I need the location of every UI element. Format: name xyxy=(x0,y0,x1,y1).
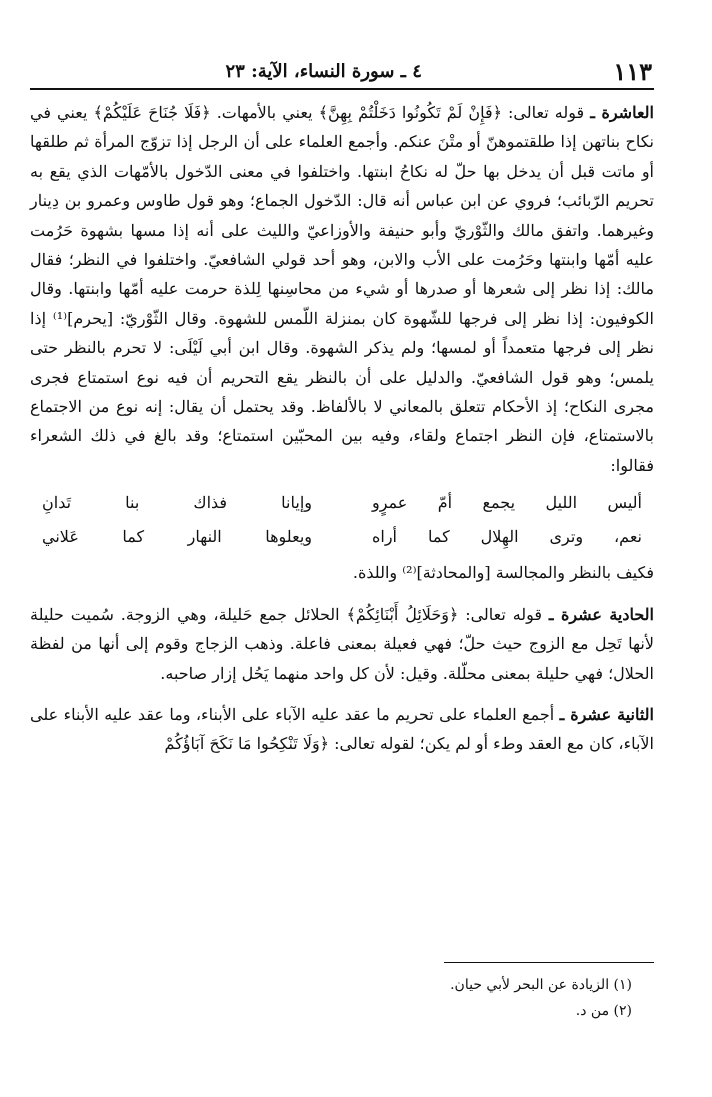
verse-second-hemistich: وإيانا فذاك بنا تَدانِ xyxy=(42,493,312,513)
poem-verse xyxy=(42,520,642,554)
issue-heading: العاشرة ـ xyxy=(590,103,654,122)
verse-second-hemistich: ويعلوها النهار كما عَلاني xyxy=(42,527,312,547)
footnote-1: (١) الزيادة عن البحر لأبي حيان. xyxy=(450,977,632,993)
issue-heading: الثانية عشرة ـ xyxy=(559,704,654,724)
header-rule xyxy=(30,88,654,90)
paragraph-eleventh xyxy=(30,600,654,688)
poem xyxy=(42,486,642,554)
paragraph-after-poem: فكيف بالنظر والمجالسة [والمحادثة]⁽²⁾ واللذة. xyxy=(352,563,654,583)
paragraph-text: قوله تعالى: ﴿فَإِنْ لَمْ تَكُونُوا دَخَلْتُمْ بِهِنَّ﴾ يعني بالأمهات. ﴿فَلَا جُنَاحَ عَلَيْكُمْ﴾ يعني في نكاح بناتهن إذا طلقتموهنّ أو متْنَ عنكم. وأجمع العلماء على أن الرجل إذا تزوّج المرأة ثم طلقها أو ماتت قبل أن يدخل بها حلّ له نكاحُ ابنتها. واختلفوا في معنى الدّخول بالأمّهات الذي يقع به تحريم الرّبائب؛ فروي عن ابن عباس أنه قال: الدّخول الجماع؛ وهو قول طاوس وعمرو بن دِينار وغيرهما. واتفق مالك والثّوْريّ وأبو حنيفة والأوزاعيّ والليث على أنه إذا مسها بشهوة حَرُمت عليه أمّها وابنتها وحَرُمت على الأب والابن، وهو أحد قولي الشافعيّ. واختلفوا في النظر؛ فقال مالك: إذا نظر إلى شعرها أو صدرها أو شيء من محاسِنها لِلذة حرمت عليه أمّها وابنتها. وقال الكوفيون: إذا نظر إلى فرجها للشّهوة كان بمنزلة اللّمس للشهوة. وقال الثّوْريّ: [يحرم]⁽¹⁾ إذا نظر إلى فرجها متعمداً أو لمسها؛ ولم يذكر الشهوة. وقال ابن أبي لَيْلَى: لا تحرم بالنظر حتى يلمس؛ وهو قول الشافعيّ. والدليل على أن بالنظر يقع التحريم أن فيه نوع استمتاع فجرى مجرى النكاح؛ إذ الأحكام تتعلق بالمعاني لا بالألفاظ. وقد يحتمل أن يقال: إنه نوع من الاجتماع بالاستمتاع، فإن النظر اجتماع ولقاء، وفيه بين المحبّين استمتاع؛ وقد بالغ في ذلك الشعراء فقالوا: xyxy=(30,103,655,475)
footnote-2: (٢) من د. xyxy=(575,1003,632,1019)
page-header xyxy=(34,56,652,86)
running-title: ٤ ـ سورة النساء، الآية: ٢٣ xyxy=(225,60,422,82)
poem-verse xyxy=(42,486,642,520)
paragraph-tenth xyxy=(30,98,654,480)
paragraph-twelfth xyxy=(30,700,654,759)
main-text xyxy=(30,98,654,759)
paragraph-text: قوله تعالى: ﴿وَحَلَائِلُ أَبْنَائِكُمْ﴾ الحلائل جمع حَليلة، وهي الزوجة. سُميت حليلة لأنها تَحِل مع الزوج حيث حلّ؛ فهي فعيلة بمعنى فاعلة. وذهب الزجاج وقوم إلى أنها من لفظة الحلال؛ فهي حليلة بمعنى محلّلة. وقيل: لأن كل واحد منهما يَحُل إزار صاحبه. xyxy=(30,604,654,683)
verse-first-hemistich: أليس الليل يجمع أمّ عمرٍو xyxy=(372,493,642,513)
footnotes xyxy=(30,972,632,1024)
issue-heading: الحادية عشرة ـ xyxy=(548,604,654,624)
verse-first-hemistich: نعم، وترى الهِلال كما أراه xyxy=(372,527,642,547)
footnote-rule xyxy=(444,962,654,963)
paragraph-text: أجمع العلماء على تحريم ما عقد عليه الآباء على الأبناء، وما عقد عليه الأبناء على الآباء، كان مع العقد وطء أو لم يكن؛ لقوله تعالى: ﴿وَلَا تَنْكِحُوا مَا نَكَحَ آبَاؤُكُمْ xyxy=(30,704,654,754)
page-number: ١١٣ xyxy=(613,56,652,86)
